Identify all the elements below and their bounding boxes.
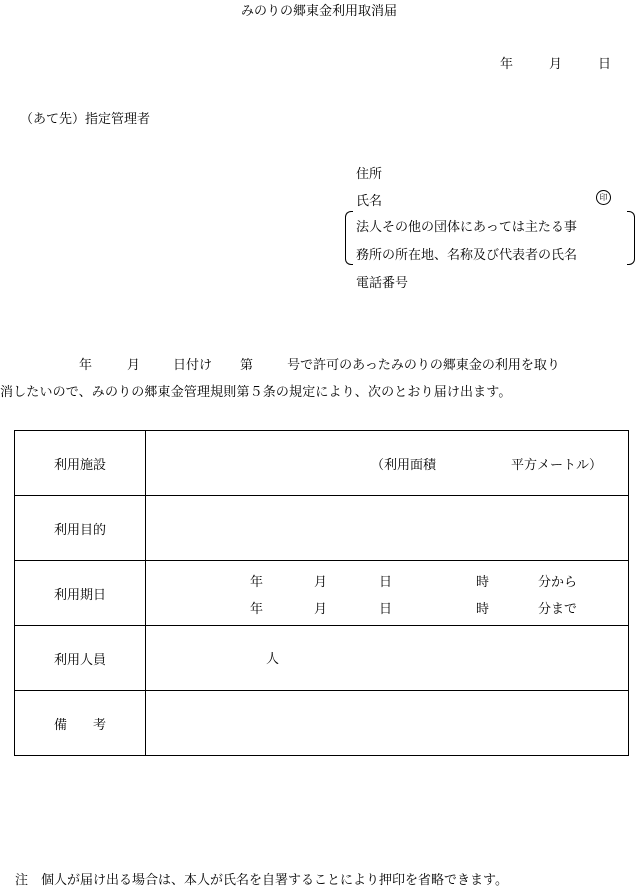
table-row-purpose <box>15 496 629 561</box>
date-month: 月 <box>549 57 563 72</box>
value-remarks <box>146 691 629 756</box>
label-remarks: 備 考 <box>15 691 146 756</box>
date-day: 日 <box>598 57 612 72</box>
value-people <box>146 626 629 691</box>
body-dai: 第 <box>240 358 254 373</box>
value-purpose <box>146 496 629 561</box>
body-day-dated: 日付け <box>173 358 213 373</box>
label-period: 利用期日 <box>15 561 146 626</box>
addressee: （あて先）指定管理者 <box>20 112 151 127</box>
bracket-right <box>627 211 635 265</box>
corporate-note-line2: 務所の所在地、名称及び代表者の氏名 <box>356 248 578 263</box>
people-unit: 人 <box>266 652 280 667</box>
value-period <box>146 561 629 626</box>
label-purpose: 利用目的 <box>15 496 146 561</box>
notice-line2: 消したいので、みのりの郷東金管理規則第５条の規定により、次のとおり届け出ます。 <box>0 385 512 400</box>
phone-label: 電話番号 <box>356 276 409 291</box>
document-title: みのりの郷東金利用取消届 <box>240 4 397 19</box>
table-row-remarks <box>15 691 629 756</box>
value-facility <box>146 431 629 496</box>
to-hour: 時 <box>476 602 490 617</box>
label-facility: 利用施設 <box>15 431 146 496</box>
from-month: 月 <box>314 575 328 590</box>
from-hour: 時 <box>476 575 490 590</box>
body-year: 年 <box>79 358 93 373</box>
body-line1-rest: 号で許可のあったみのりの郷東金の利用を取り <box>287 358 560 373</box>
area-unit: 平方メートル） <box>511 458 603 473</box>
from-day: 日 <box>379 575 393 590</box>
table-row-period <box>15 561 629 626</box>
body-month: 月 <box>127 358 141 373</box>
footnote: 注 個人が届け出る場合は、本人が氏名を自署することにより押印を省略できます。 <box>15 873 508 888</box>
notice-body <box>0 352 638 406</box>
area-open: （利用面積 <box>371 458 437 473</box>
seal-mark: 印 <box>596 190 611 205</box>
bracket-left <box>345 211 353 265</box>
to-year: 年 <box>250 602 264 617</box>
from-year: 年 <box>250 575 264 590</box>
name-label: 氏名 <box>356 194 383 209</box>
corporate-note-line1: 法人その他の団体にあっては主たる事 <box>356 220 577 235</box>
label-people: 利用人員 <box>15 626 146 691</box>
table-row-facility <box>15 431 629 496</box>
to-minute: 分まで <box>538 602 578 617</box>
date-year: 年 <box>500 57 514 72</box>
address-label: 住所 <box>356 167 383 182</box>
from-minute: 分から <box>538 575 578 590</box>
to-day: 日 <box>379 602 393 617</box>
to-month: 月 <box>314 602 328 617</box>
notice-line1 <box>0 352 638 379</box>
application-table <box>14 430 629 756</box>
table-row-people <box>15 626 629 691</box>
